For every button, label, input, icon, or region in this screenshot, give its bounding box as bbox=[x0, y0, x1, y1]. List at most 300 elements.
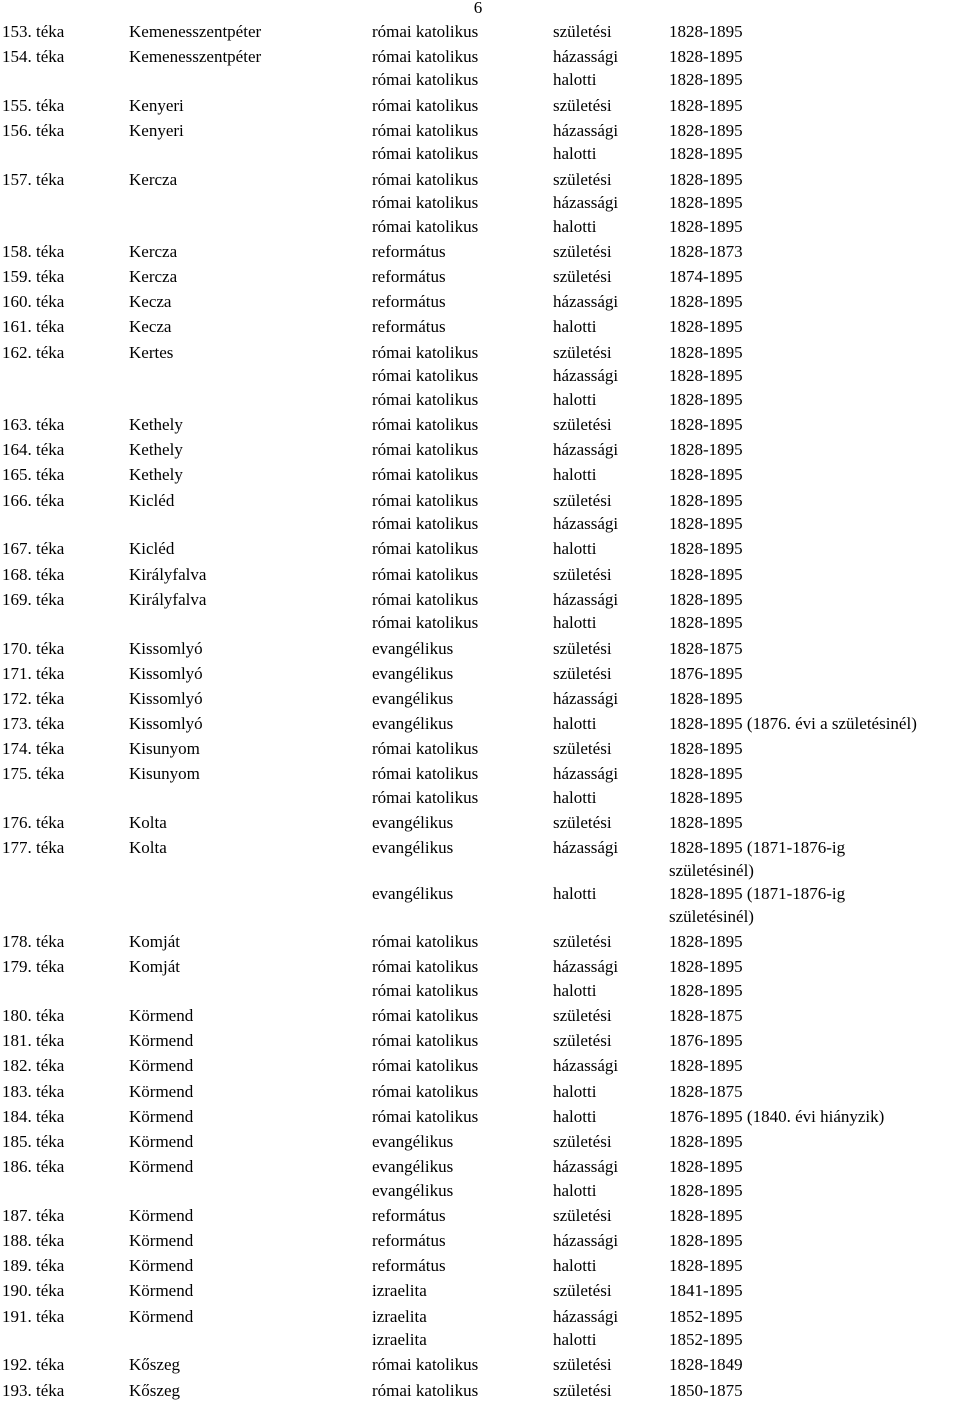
place-name: Kolta bbox=[129, 813, 167, 833]
year-range: 1828-1895 bbox=[669, 70, 743, 90]
year-range: 1828-1895 bbox=[669, 169, 743, 189]
teka-number: 164. téka bbox=[2, 440, 65, 460]
table-row bbox=[0, 1204, 960, 1228]
year-range: 1828-1895 (1871-1876-ig bbox=[669, 884, 846, 904]
teka-number: 174. téka bbox=[2, 739, 65, 759]
religion: római katolikus bbox=[372, 589, 479, 609]
year-range: 1828-1895 bbox=[669, 688, 743, 708]
record-type: halotti bbox=[553, 389, 597, 409]
religion: római katolikus bbox=[372, 788, 479, 808]
place-name: Kethely bbox=[129, 415, 183, 435]
record-type: halotti bbox=[553, 980, 597, 1000]
record-type: házassági bbox=[553, 1157, 619, 1177]
place-name: Királyfalva bbox=[129, 589, 207, 609]
record-type: halotti bbox=[553, 884, 597, 904]
record-type: halotti bbox=[553, 216, 597, 236]
year-range: 1828-1895 bbox=[669, 788, 743, 808]
year-range: 1828-1895 bbox=[669, 95, 743, 115]
teka-number: 157. téka bbox=[2, 169, 65, 189]
record-type: születési bbox=[553, 241, 612, 261]
teka-number: 156. téka bbox=[2, 120, 65, 140]
place-name: Körmend bbox=[129, 1231, 194, 1251]
table-row bbox=[0, 1004, 960, 1028]
teka-number: 181. téka bbox=[2, 1031, 65, 1051]
religion: római katolikus bbox=[372, 739, 479, 759]
religion: római katolikus bbox=[372, 932, 479, 952]
place-name: Kemenesszentpéter bbox=[129, 46, 262, 66]
place-name: Kicléd bbox=[129, 539, 175, 559]
teka-number: 160. téka bbox=[2, 292, 65, 312]
year-range: 1828-1895 bbox=[669, 957, 743, 977]
year-range: 1828-1895 bbox=[669, 490, 743, 510]
table-row bbox=[0, 1379, 960, 1402]
religion: református bbox=[372, 317, 446, 337]
religion: római katolikus bbox=[372, 342, 479, 362]
year-range: 1828-1895 bbox=[669, 120, 743, 140]
table-row bbox=[0, 712, 960, 736]
record-type: halotti bbox=[553, 465, 597, 485]
teka-number: 154. téka bbox=[2, 46, 65, 66]
record-type: halotti bbox=[553, 1106, 597, 1126]
teka-number: 171. téka bbox=[2, 663, 65, 683]
religion: evangélikus bbox=[372, 638, 454, 658]
teka-number: 189. téka bbox=[2, 1256, 65, 1276]
place-name: Kecza bbox=[129, 317, 172, 337]
teka-number: 159. téka bbox=[2, 267, 65, 287]
place-name: Kőszeg bbox=[129, 1380, 180, 1400]
religion: római katolikus bbox=[372, 216, 479, 236]
religion: római katolikus bbox=[372, 95, 479, 115]
record-type: halotti bbox=[553, 1330, 597, 1350]
record-type: házassági bbox=[553, 120, 619, 140]
religion: római katolikus bbox=[372, 564, 479, 584]
record-type: születési bbox=[553, 1380, 612, 1400]
year-range: 1828-1895 bbox=[669, 613, 743, 633]
religion: római katolikus bbox=[372, 514, 479, 534]
religion: izraelita bbox=[372, 1281, 427, 1301]
teka-number: 169. téka bbox=[2, 589, 65, 609]
table-row bbox=[0, 1155, 960, 1179]
year-range: 1828-1895 bbox=[669, 1180, 743, 1200]
year-range: 1828-1895 bbox=[669, 21, 743, 41]
religion: római katolikus bbox=[372, 980, 479, 1000]
religion: római katolikus bbox=[372, 465, 479, 485]
place-name: Körmend bbox=[129, 1006, 194, 1025]
teka-number: 184. téka bbox=[2, 1106, 65, 1126]
record-type: születési bbox=[553, 21, 612, 41]
religion: római katolikus bbox=[372, 1056, 479, 1076]
place-name: Kicléd bbox=[129, 490, 175, 510]
religion: evangélikus bbox=[372, 663, 454, 683]
place-name: Körmend bbox=[129, 1081, 194, 1101]
year-range: 1828-1895 bbox=[669, 1056, 743, 1076]
year-range: 1828-1895 bbox=[669, 813, 743, 833]
teka-number: 161. téka bbox=[2, 317, 65, 337]
teka-number: 163. téka bbox=[2, 415, 65, 435]
religion: evangélikus bbox=[372, 688, 454, 708]
table-row bbox=[0, 979, 960, 1003]
record-type: születési bbox=[553, 1006, 612, 1025]
table-row bbox=[0, 290, 960, 314]
record-type: születési bbox=[553, 1281, 612, 1301]
table-row bbox=[0, 882, 960, 928]
teka-number: 193. téka bbox=[2, 1380, 65, 1400]
religion: római katolikus bbox=[372, 957, 479, 977]
table-row bbox=[0, 1279, 960, 1303]
record-type: születési bbox=[553, 813, 612, 833]
table-row bbox=[0, 463, 960, 487]
record-type: házassági bbox=[553, 688, 619, 708]
place-name: Kenyeri bbox=[129, 95, 184, 115]
year-range: 1828-1895 bbox=[669, 1231, 743, 1251]
teka-number: 183. téka bbox=[2, 1081, 65, 1101]
year-range: 1828-1849 bbox=[669, 1355, 743, 1375]
religion: evangélikus bbox=[372, 1180, 454, 1200]
record-type: halotti bbox=[553, 70, 597, 90]
year-range: 1828-1875 bbox=[669, 638, 743, 658]
table-row bbox=[0, 191, 960, 215]
table-row bbox=[0, 762, 960, 786]
place-name: Körmend bbox=[129, 1031, 194, 1051]
table-row bbox=[0, 563, 960, 587]
place-name: Kissomlyó bbox=[129, 714, 203, 734]
place-name: Kercza bbox=[129, 267, 178, 287]
religion: evangélikus bbox=[372, 1157, 454, 1177]
teka-number: 176. téka bbox=[2, 813, 65, 833]
table-row bbox=[0, 413, 960, 437]
religion: református bbox=[372, 1205, 446, 1225]
year-range: 1828-1895 bbox=[669, 216, 743, 236]
religion: római katolikus bbox=[372, 366, 479, 386]
record-type: születési bbox=[553, 638, 612, 658]
table-row bbox=[0, 1353, 960, 1377]
religion: izraelita bbox=[372, 1330, 427, 1350]
table-row bbox=[0, 537, 960, 561]
record-type: házassági bbox=[553, 193, 619, 213]
year-range: 1828-1875 bbox=[669, 1081, 743, 1101]
year-range: 1828-1895 bbox=[669, 292, 743, 312]
table-row bbox=[0, 1328, 960, 1352]
place-name: Körmend bbox=[129, 1131, 194, 1151]
year-range: 1828-1895 bbox=[669, 564, 743, 584]
record-type: halotti bbox=[553, 144, 597, 164]
place-name: Kissomlyó bbox=[129, 663, 203, 683]
year-range: 1828-1875 bbox=[669, 1006, 743, 1025]
table-row bbox=[0, 265, 960, 289]
teka-number: 178. téka bbox=[2, 932, 65, 952]
religion: evangélikus bbox=[372, 813, 454, 833]
record-type: születési bbox=[553, 490, 612, 510]
year-range: 1876-1895 bbox=[669, 663, 743, 683]
table-row bbox=[0, 1105, 960, 1129]
religion: római katolikus bbox=[372, 46, 479, 66]
year-range: 1828-1895 bbox=[669, 465, 743, 485]
religion: református bbox=[372, 1231, 446, 1251]
table-row bbox=[0, 68, 960, 92]
place-name: Kercza bbox=[129, 169, 178, 189]
year-range: 1828-1895 bbox=[669, 1205, 743, 1225]
year-range: 1852-1895 bbox=[669, 1306, 743, 1326]
teka-number: 168. téka bbox=[2, 564, 65, 584]
record-type: házassági bbox=[553, 1306, 619, 1326]
teka-number: 187. téka bbox=[2, 1205, 65, 1225]
teka-number: 158. téka bbox=[2, 241, 65, 261]
religion: izraelita bbox=[372, 1306, 427, 1326]
place-name: Kőszeg bbox=[129, 1355, 180, 1375]
teka-number: 155. téka bbox=[2, 95, 65, 115]
table-row bbox=[0, 341, 960, 365]
year-range: 1828-1895 bbox=[669, 389, 743, 409]
religion: római katolikus bbox=[372, 1380, 479, 1400]
year-range: 1828-1895 bbox=[669, 193, 743, 213]
religion: római katolikus bbox=[372, 1031, 479, 1051]
teka-number: 180. téka bbox=[2, 1006, 65, 1025]
religion: római katolikus bbox=[372, 169, 479, 189]
teka-number: 185. téka bbox=[2, 1131, 65, 1151]
record-type: születési bbox=[553, 267, 612, 287]
record-type: házassági bbox=[553, 1056, 619, 1076]
record-type: halotti bbox=[553, 539, 597, 559]
place-name: Kemenesszentpéter bbox=[129, 21, 262, 41]
record-type: születési bbox=[553, 739, 612, 759]
place-name: Körmend bbox=[129, 1256, 194, 1276]
religion: római katolikus bbox=[372, 1081, 479, 1101]
record-type: házassági bbox=[553, 957, 619, 977]
religion: evangélikus bbox=[372, 714, 454, 734]
table-row bbox=[0, 662, 960, 686]
record-type: születési bbox=[553, 1031, 612, 1051]
record-type: házassági bbox=[553, 838, 619, 858]
teka-number: 179. téka bbox=[2, 957, 65, 977]
place-name: Körmend bbox=[129, 1106, 194, 1126]
record-type: halotti bbox=[553, 1081, 597, 1101]
year-range: 1850-1875 bbox=[669, 1380, 743, 1400]
religion: református bbox=[372, 241, 446, 261]
record-type: születési bbox=[553, 564, 612, 584]
table-row bbox=[0, 1229, 960, 1253]
record-type: házassági bbox=[553, 589, 619, 609]
teka-number: 186. téka bbox=[2, 1157, 65, 1177]
year-range: 1828-1895 bbox=[669, 1131, 743, 1151]
table-row bbox=[0, 315, 960, 339]
year-range: 1876-1895 bbox=[669, 1031, 743, 1051]
teka-number: 162. téka bbox=[2, 342, 65, 362]
teka-number: 172. téka bbox=[2, 688, 65, 708]
year-range: 1874-1895 bbox=[669, 267, 743, 287]
year-range: 1828-1895 bbox=[669, 739, 743, 759]
place-name: Kercza bbox=[129, 241, 178, 261]
teka-number: 167. téka bbox=[2, 539, 65, 559]
place-name: Kecza bbox=[129, 292, 172, 312]
table-row bbox=[0, 811, 960, 835]
year-note-continuation: születésinél) bbox=[669, 860, 754, 880]
religion: evangélikus bbox=[372, 838, 454, 858]
year-range: 1828-1873 bbox=[669, 241, 743, 261]
religion: római katolikus bbox=[372, 144, 479, 164]
record-type: halotti bbox=[553, 613, 597, 633]
year-range: 1828-1895 bbox=[669, 415, 743, 435]
record-type: házassági bbox=[553, 514, 619, 534]
year-range: 1828-1895 bbox=[669, 46, 743, 66]
table-row bbox=[0, 1080, 960, 1104]
record-type: házassági bbox=[553, 440, 619, 460]
teka-number: 166. téka bbox=[2, 490, 65, 510]
record-type: házassági bbox=[553, 46, 619, 66]
teka-number: 170. téka bbox=[2, 638, 65, 658]
table-row bbox=[0, 611, 960, 635]
table-row bbox=[0, 438, 960, 462]
archive-list bbox=[0, 18, 960, 1402]
record-type: halotti bbox=[553, 788, 597, 808]
table-row bbox=[0, 119, 960, 143]
table-row bbox=[0, 637, 960, 661]
year-range: 1828-1895 bbox=[669, 144, 743, 164]
religion: római katolikus bbox=[372, 120, 479, 140]
record-type: házassági bbox=[553, 1231, 619, 1251]
table-row bbox=[0, 388, 960, 412]
page-number: 6 bbox=[473, 0, 483, 17]
record-type: házassági bbox=[553, 764, 619, 784]
year-range: 1828-1895 bbox=[669, 440, 743, 460]
place-name: Királyfalva bbox=[129, 564, 207, 584]
place-name: Körmend bbox=[129, 1157, 194, 1177]
table-row bbox=[0, 737, 960, 761]
religion: római katolikus bbox=[372, 539, 479, 559]
religion: római katolikus bbox=[372, 613, 479, 633]
table-row bbox=[0, 1130, 960, 1154]
table-row bbox=[0, 94, 960, 118]
table-row bbox=[0, 955, 960, 979]
table-row bbox=[0, 1305, 960, 1329]
table-row bbox=[0, 364, 960, 388]
religion: római katolikus bbox=[372, 440, 479, 460]
teka-number: 165. téka bbox=[2, 465, 65, 485]
religion: református bbox=[372, 1256, 446, 1276]
teka-number: 190. téka bbox=[2, 1281, 65, 1301]
table-row bbox=[0, 836, 960, 882]
record-type: házassági bbox=[553, 366, 619, 386]
religion: római katolikus bbox=[372, 1355, 479, 1375]
table-row bbox=[0, 1254, 960, 1278]
record-type: halotti bbox=[553, 1180, 597, 1200]
teka-number: 173. téka bbox=[2, 714, 65, 734]
religion: római katolikus bbox=[372, 21, 479, 41]
place-name: Körmend bbox=[129, 1306, 194, 1326]
record-type: születési bbox=[553, 1355, 612, 1375]
table-row bbox=[0, 588, 960, 612]
year-range: 1828-1895 bbox=[669, 764, 743, 784]
table-row bbox=[0, 1179, 960, 1203]
year-range: 1828-1895 bbox=[669, 932, 743, 952]
table-row bbox=[0, 20, 960, 44]
year-range: 1828-1895 bbox=[669, 589, 743, 609]
year-range: 1828-1895 bbox=[669, 539, 743, 559]
place-name: Kissomlyó bbox=[129, 638, 203, 658]
year-range: 1841-1895 bbox=[669, 1281, 743, 1301]
religion: római katolikus bbox=[372, 490, 479, 510]
place-name: Körmend bbox=[129, 1205, 194, 1225]
record-type: születési bbox=[553, 932, 612, 952]
religion: római katolikus bbox=[372, 389, 479, 409]
year-range: 1828-1895 bbox=[669, 1256, 743, 1276]
table-row bbox=[0, 240, 960, 264]
table-row bbox=[0, 786, 960, 810]
religion: római katolikus bbox=[372, 415, 479, 435]
place-name: Kolta bbox=[129, 838, 167, 858]
religion: református bbox=[372, 267, 446, 287]
record-type: házassági bbox=[553, 292, 619, 312]
table-row bbox=[0, 1029, 960, 1053]
year-range: 1828-1895 (1876. évi a születésinél) bbox=[669, 714, 917, 734]
religion: evangélikus bbox=[372, 1131, 454, 1151]
teka-number: 175. téka bbox=[2, 764, 65, 784]
record-type: születési bbox=[553, 95, 612, 115]
year-range: 1828-1895 (1871-1876-ig bbox=[669, 838, 846, 858]
religion: római katolikus bbox=[372, 70, 479, 90]
table-row bbox=[0, 512, 960, 536]
year-range: 1828-1895 bbox=[669, 514, 743, 534]
place-name: Kertes bbox=[129, 342, 174, 362]
year-range: 1828-1895 bbox=[669, 342, 743, 362]
table-row bbox=[0, 142, 960, 166]
year-range: 1828-1895 bbox=[669, 1157, 743, 1177]
year-range: 1828-1895 bbox=[669, 980, 743, 1000]
record-type: születési bbox=[553, 169, 612, 189]
record-type: halotti bbox=[553, 1256, 597, 1276]
religion: református bbox=[372, 292, 446, 312]
religion: evangélikus bbox=[372, 884, 454, 904]
table-row bbox=[0, 45, 960, 69]
religion: római katolikus bbox=[372, 764, 479, 784]
place-name: Körmend bbox=[129, 1281, 194, 1301]
table-row bbox=[0, 168, 960, 192]
year-range: 1828-1895 bbox=[669, 366, 743, 386]
record-type: születési bbox=[553, 342, 612, 362]
teka-number: 192. téka bbox=[2, 1355, 65, 1375]
teka-number: 153. téka bbox=[2, 21, 65, 41]
year-note-continuation: születésinél) bbox=[669, 906, 754, 926]
table-row bbox=[0, 489, 960, 513]
place-name: Kenyeri bbox=[129, 120, 184, 140]
record-type: halotti bbox=[553, 317, 597, 337]
teka-number: 182. téka bbox=[2, 1056, 65, 1076]
place-name: Kethely bbox=[129, 440, 183, 460]
teka-number: 188. téka bbox=[2, 1231, 65, 1251]
year-range: 1828-1895 bbox=[669, 317, 743, 337]
year-range: 1876-1895 (1840. évi hiányzik) bbox=[669, 1106, 885, 1126]
teka-number: 191. téka bbox=[2, 1306, 65, 1326]
place-name: Körmend bbox=[129, 1056, 194, 1076]
table-row bbox=[0, 930, 960, 954]
table-row bbox=[0, 687, 960, 711]
table-row bbox=[0, 215, 960, 239]
place-name: Kissomlyó bbox=[129, 688, 203, 708]
teka-number: 177. téka bbox=[2, 838, 65, 858]
place-name: Komját bbox=[129, 957, 180, 977]
place-name: Kethely bbox=[129, 465, 183, 485]
religion: római katolikus bbox=[372, 1106, 479, 1126]
record-type: születési bbox=[553, 663, 612, 683]
record-type: születési bbox=[553, 1205, 612, 1225]
record-type: születési bbox=[553, 415, 612, 435]
record-type: születési bbox=[553, 1131, 612, 1151]
table-row bbox=[0, 1054, 960, 1078]
religion: római katolikus bbox=[372, 193, 479, 213]
place-name: Kisunyom bbox=[129, 739, 200, 759]
place-name: Kisunyom bbox=[129, 764, 200, 784]
place-name: Komját bbox=[129, 932, 180, 952]
record-type: halotti bbox=[553, 714, 597, 734]
